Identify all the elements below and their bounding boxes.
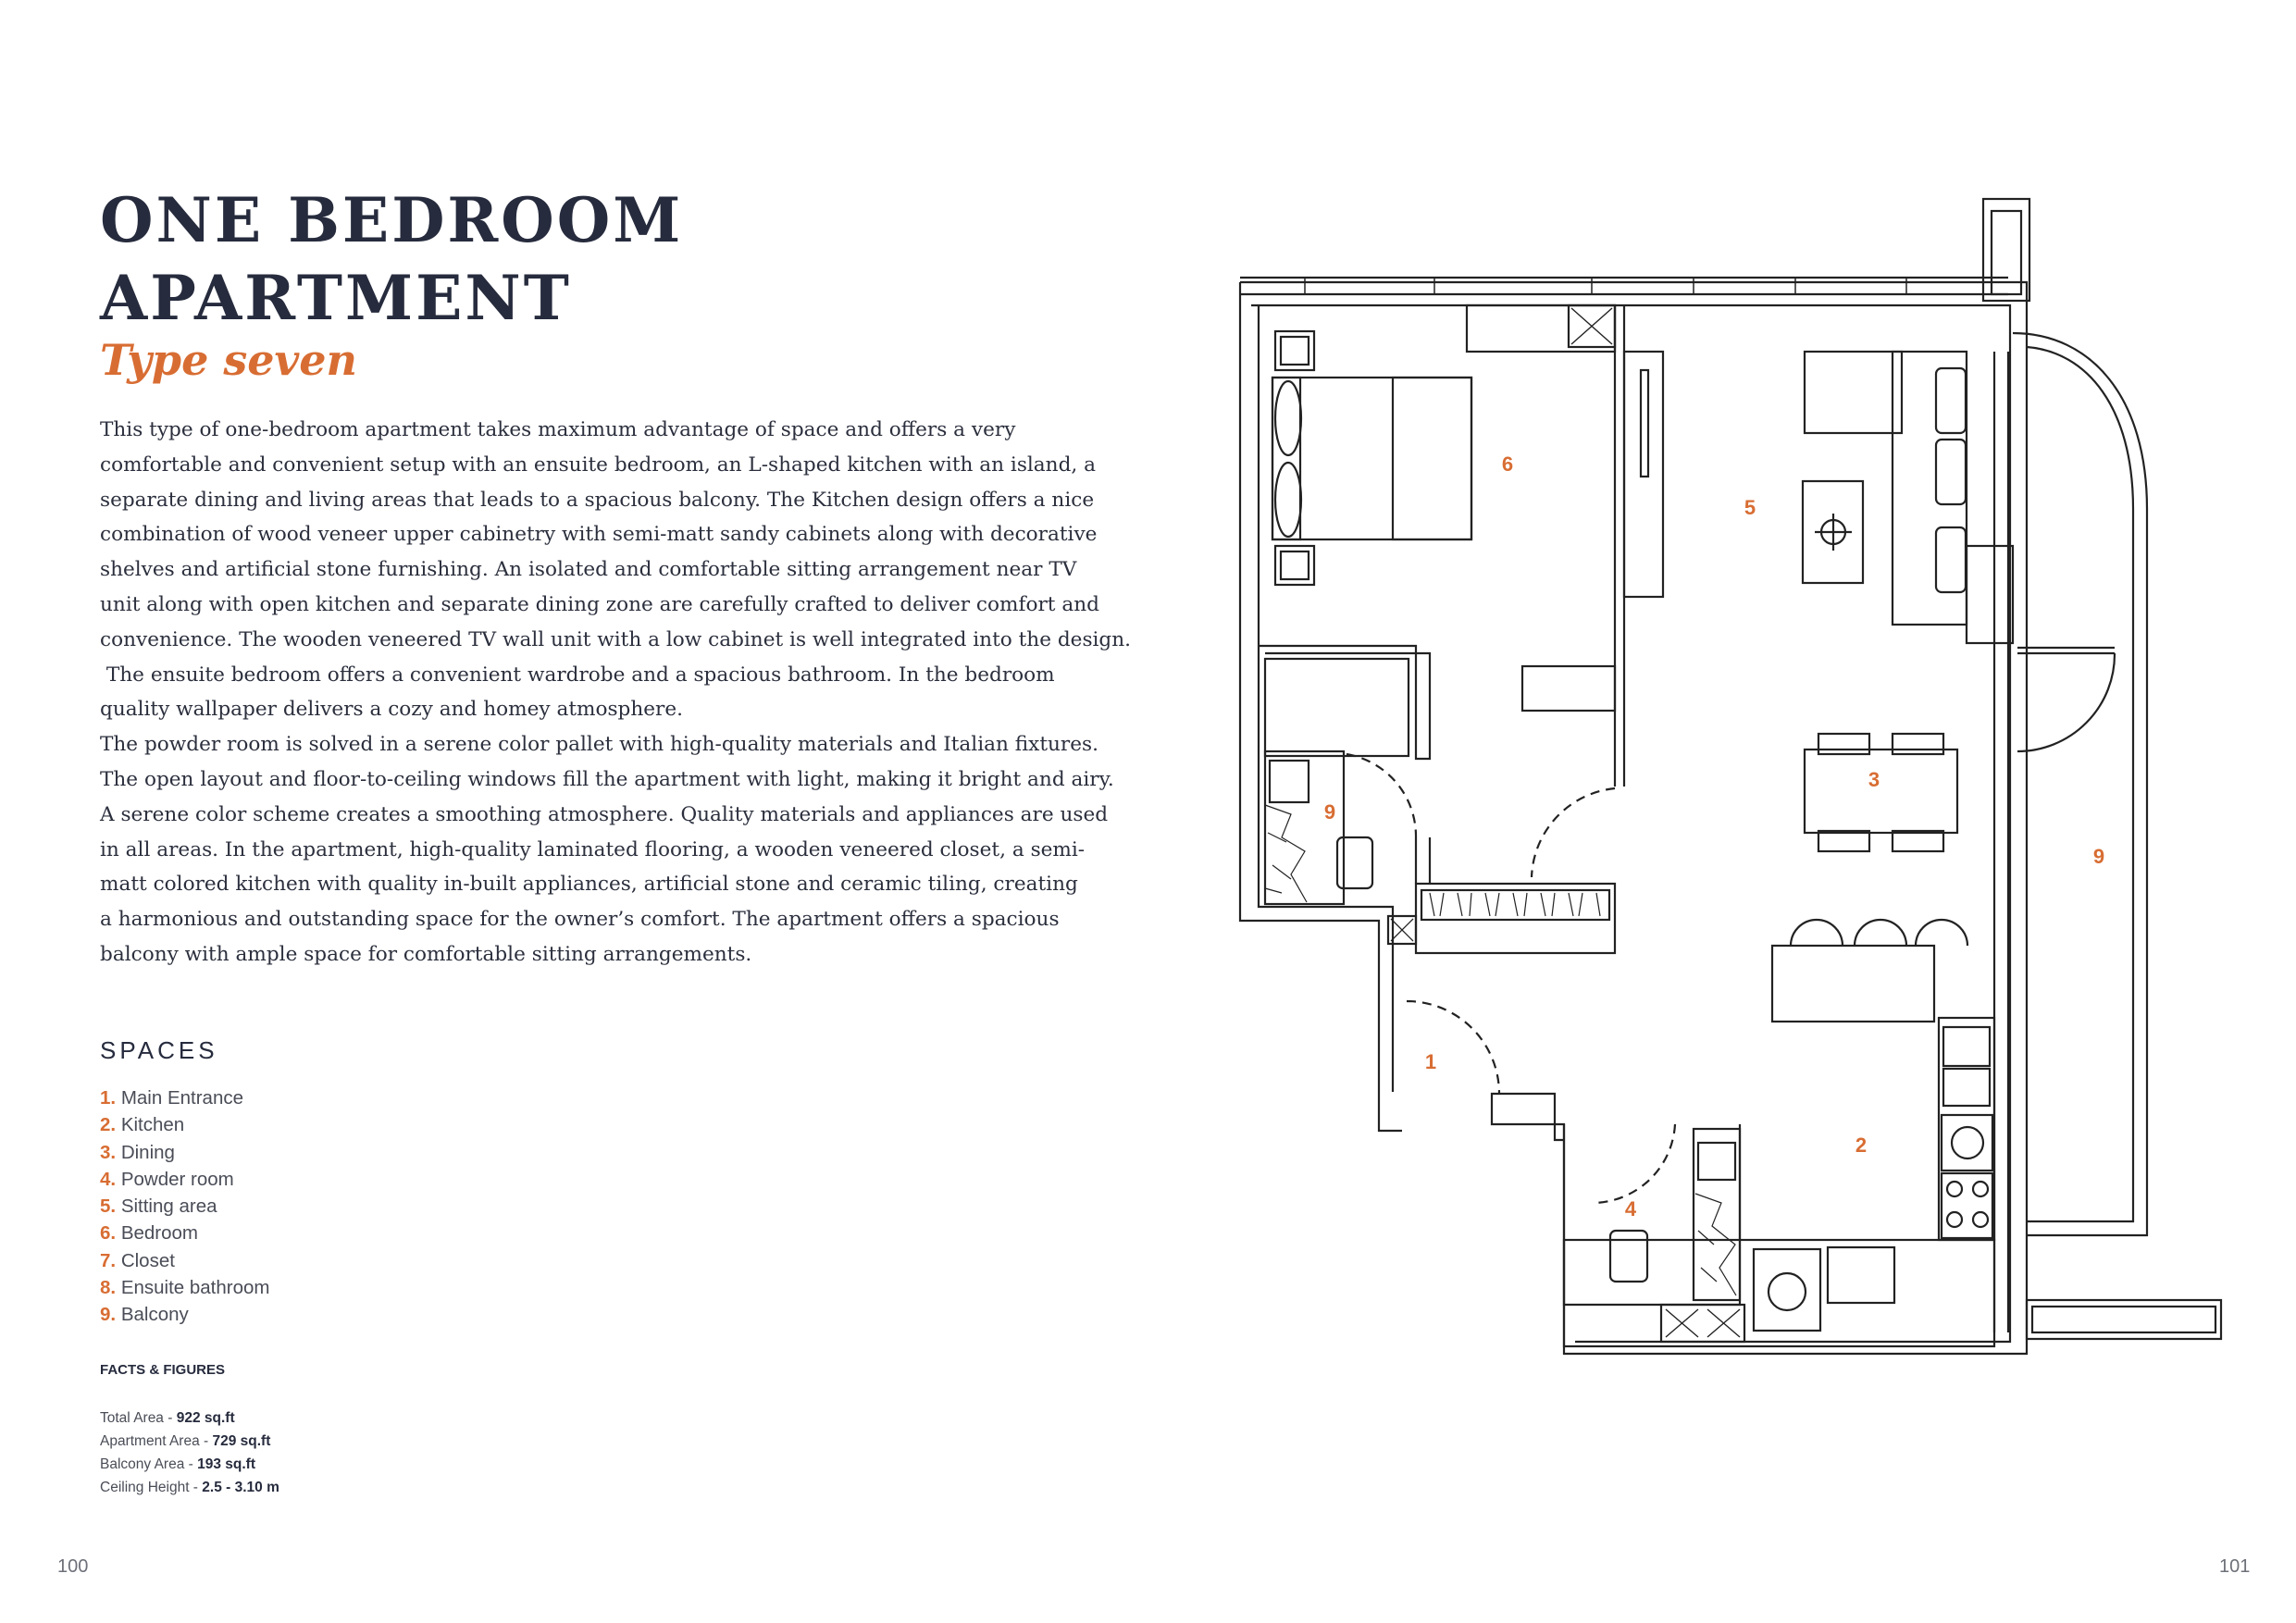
- interior-wall: [1615, 305, 1624, 787]
- fact-value: 193 sq.ft: [197, 1456, 255, 1472]
- description-line: combination of wood veneer upper cabinetry with semi-matt sandy cabinets along with decorative: [100, 523, 1098, 547]
- ventilation-shaft-cross: [1571, 308, 1612, 344]
- room-label-ensuite-bathroom: 9: [1323, 800, 1336, 824]
- room-label-bedroom: 6: [1501, 452, 1514, 476]
- room-label-sitting-area: 5: [1744, 496, 1756, 519]
- kitchen-island: [1772, 946, 1934, 1022]
- electrical-panel-cross: [1391, 919, 1413, 941]
- exterior-wall-inner: [1251, 305, 2010, 1342]
- room-label-kitchen: 2: [1855, 1134, 1868, 1157]
- oven-dial: [1952, 1127, 1983, 1158]
- room-label-entrance: 1: [1424, 1050, 1437, 1073]
- space-label: Closet: [120, 1249, 175, 1271]
- side-table: [1967, 546, 2013, 643]
- door-swing: [1347, 754, 1416, 837]
- space-label: Dining: [120, 1141, 175, 1163]
- fridge: [1828, 1247, 1894, 1303]
- fact-value: 2.5 - 3.10 m: [202, 1480, 279, 1495]
- balcony-door: [2017, 648, 2115, 653]
- title-line-2: APARTMENT: [100, 262, 572, 334]
- description-line: unit along with open kitchen and separate dining zone are carefully crafted to deliver comfort and: [100, 592, 1099, 616]
- interior-wall: [1564, 1124, 1740, 1305]
- burner: [1973, 1212, 1988, 1227]
- description-line: The open layout and floor-to-ceiling windows fill the apartment with light, making it bright and airy.: [100, 767, 1114, 791]
- description-line: shelves and artificial stone furnishing. An isolated and comfortable sitting arrangement near TV: [100, 558, 1077, 582]
- description-line: separate dining and living areas that leads to a spacious balcony. The Kitchen design offers a nice: [100, 488, 1095, 512]
- spaces-heading: SPACES: [100, 1036, 218, 1064]
- page-number-left: 100: [57, 1556, 89, 1577]
- description-line: convenience. The wooden veneered TV wall unit with a low cabinet is well integrated into the design.: [100, 627, 1132, 651]
- facts-heading: FACTS & FIGURES: [100, 1362, 226, 1378]
- fact-label: Balcony Area -: [100, 1456, 198, 1472]
- window-frame: [1240, 278, 2008, 294]
- space-label: Powder room: [120, 1168, 234, 1190]
- burner: [1973, 1182, 1988, 1196]
- space-label: Balcony: [120, 1304, 189, 1326]
- dining-chair: [1893, 734, 1943, 754]
- fact-label: Total Area -: [100, 1410, 177, 1426]
- space-label: Bedroom: [120, 1222, 198, 1245]
- space-number: 4.: [100, 1168, 117, 1190]
- kitchen-counter: [1939, 1018, 1994, 1240]
- fact-label: Apartment Area -: [100, 1433, 213, 1449]
- balcony-outline: [2013, 333, 2147, 1235]
- bath-sink: [1270, 761, 1309, 802]
- bed-blanket: [1393, 378, 1471, 539]
- pillow: [1275, 463, 1301, 537]
- nightstand-inner: [1281, 337, 1309, 365]
- bedroom-cabinet: [1467, 305, 1615, 352]
- sofa-cushion: [1936, 440, 1966, 504]
- page-number-right: 101: [2219, 1556, 2251, 1577]
- sofa-cushion: [1936, 368, 1966, 433]
- apartment-type-subtitle: Type seven: [100, 335, 357, 385]
- bed: [1272, 378, 1471, 539]
- door-swing: [1594, 1124, 1675, 1203]
- title-line-1: ONE BEDROOM: [100, 184, 684, 256]
- nightstand-inner: [1281, 551, 1309, 579]
- tv-screen: [1641, 370, 1648, 477]
- door-swing: [1407, 1001, 1499, 1094]
- toilet: [1337, 837, 1372, 888]
- space-number: 5.: [100, 1196, 117, 1218]
- exterior-wall-inner: [1259, 305, 1393, 1092]
- lamp-icon-cross: [1815, 514, 1852, 551]
- dining-chair: [1818, 734, 1869, 754]
- powder-toilet: [1610, 1231, 1647, 1282]
- sofa-cushion: [1936, 527, 1966, 592]
- pillow: [1275, 381, 1301, 455]
- space-label: Kitchen: [120, 1114, 185, 1136]
- space-number: 8.: [100, 1277, 117, 1299]
- balcony-outline: [2027, 347, 2133, 1221]
- space-label: Sitting area: [120, 1196, 217, 1218]
- oven: [1942, 1115, 1992, 1171]
- burner: [1947, 1212, 1962, 1227]
- bedroom-desk: [1522, 666, 1615, 711]
- dining-chair: [1893, 831, 1943, 851]
- dish-drainer: [1943, 1069, 1990, 1106]
- description-line: This type of one-bedroom apartment takes maximum advantage of space and offers a very: [100, 418, 1016, 441]
- description-line: balcony with ample space for comfortable sitting arrangements.: [100, 942, 752, 966]
- fact-value: 922 sq.ft: [176, 1410, 235, 1426]
- description-line: The ensuite bedroom offers a convenient wardrobe and a spacious bathroom. In the bedroom: [100, 663, 1055, 687]
- description-line: matt colored kitchen with quality in-built appliances, artificial stone and ceramic tiling, creating: [100, 873, 1078, 897]
- sofa: [1893, 352, 1967, 625]
- space-number: 3.: [100, 1141, 117, 1163]
- space-label: Main Entrance: [120, 1087, 243, 1109]
- door-swing: [2017, 653, 2115, 751]
- interior-wall: [1416, 837, 1430, 884]
- bath-counter: [1265, 751, 1344, 904]
- wardrobe: [1416, 884, 1615, 953]
- dining-table: [1805, 750, 1957, 833]
- washing-machine: [1754, 1249, 1820, 1331]
- fact-label: Ceiling Height -: [100, 1480, 203, 1495]
- powder-cabinet: [1661, 1305, 1744, 1342]
- description-line: The powder room is solved in a serene color pallet with high-quality materials and Italian fixtures.: [100, 733, 1098, 757]
- description-line: A serene color scheme creates a smoothing atmosphere. Quality materials and appliances are used: [100, 802, 1109, 826]
- interior-wall: [1259, 646, 1430, 759]
- bar-stool: [1791, 920, 1843, 946]
- balcony-railing: [2032, 1307, 2215, 1332]
- space-number: 7.: [100, 1249, 117, 1271]
- space-number: 9.: [100, 1304, 117, 1326]
- burner: [1947, 1182, 1962, 1196]
- kitchen-sink: [1943, 1027, 1990, 1066]
- room-label-balcony: 9: [2092, 845, 2105, 868]
- space-number: 2.: [100, 1114, 117, 1136]
- space-number: 6.: [100, 1222, 117, 1245]
- tv-unit: [1624, 352, 1663, 597]
- powder-sink: [1698, 1143, 1735, 1180]
- stone-pattern: [1265, 805, 1307, 902]
- space-number: 1.: [100, 1087, 117, 1109]
- armchair: [1805, 352, 1902, 433]
- dining-chair: [1818, 831, 1869, 851]
- bar-stool: [1916, 920, 1967, 946]
- fact-value: 729 sq.ft: [212, 1433, 271, 1449]
- description-line: a harmonious and outstanding space for the owner’s comfort. The apartment offers a spacious: [100, 908, 1060, 932]
- bar-stool: [1855, 920, 1906, 946]
- bathtub: [1265, 659, 1409, 756]
- stone-pattern: [1695, 1194, 1736, 1295]
- description-line: comfortable and convenient setup with an ensuite bedroom, an L-shaped kitchen with an island, a: [100, 452, 1097, 477]
- description-line: quality wallpaper delivers a cozy and homey atmosphere.: [100, 698, 684, 722]
- window-frame: [1994, 352, 2008, 1332]
- column: [1983, 199, 2029, 301]
- room-label-dining: 3: [1868, 768, 1880, 791]
- room-label-powder-room: 4: [1624, 1197, 1637, 1220]
- cabinet-cross: [1666, 1309, 1740, 1337]
- washing-machine-drum: [1769, 1273, 1806, 1310]
- door-swing: [1532, 788, 1615, 877]
- description-line: in all areas. In the apartment, high-quality laminated flooring, a wooden veneered closet, a semi-: [100, 837, 1086, 861]
- space-label: Ensuite bathroom: [120, 1277, 270, 1299]
